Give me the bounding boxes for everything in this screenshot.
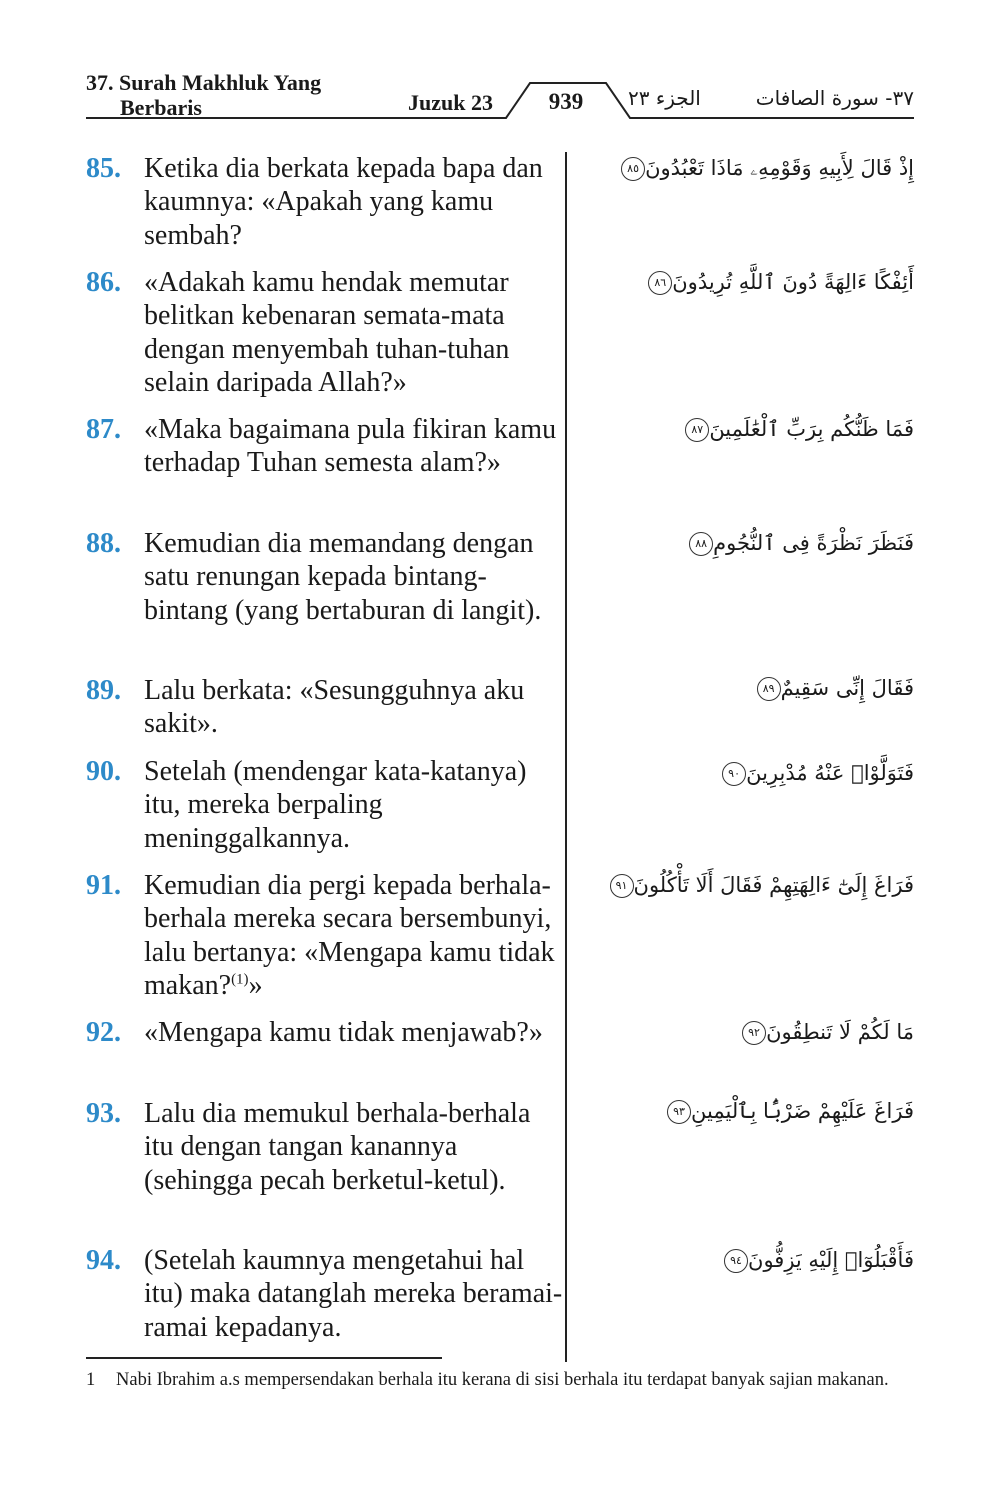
footnote-reference: (1) (231, 971, 249, 988)
verse-number: 92. (86, 1017, 121, 1048)
verse-text (144, 869, 566, 1002)
translation-verse-87 (86, 413, 566, 480)
arabic-verse-89 (594, 670, 914, 706)
page-number: 939 (548, 89, 584, 114)
arabic-text: فَمَا ظَنُّكُم بِرَبِّ ٱلْعَٰلَمِينَ (709, 417, 914, 441)
verse-number: 90. (86, 756, 121, 787)
arabic-verse-88 (594, 525, 914, 561)
ayah-number-marker: ٨٦ (648, 271, 672, 295)
ayah-number-marker: ٩٠ (722, 762, 746, 786)
ayah-number-marker: ٩٤ (724, 1249, 748, 1273)
arabic-verse-85 (594, 150, 914, 186)
juz-label-latin: Juzuk 23 (408, 90, 493, 115)
translation-verse-85 (86, 152, 566, 252)
translation-verse-91 (86, 869, 566, 1002)
surah-title-line2: Berbaris (120, 95, 202, 120)
footnote (86, 1368, 916, 1393)
verse-number: 86. (86, 267, 121, 298)
verse-number: 88. (86, 528, 121, 559)
verse-number: 93. (86, 1098, 121, 1129)
verse-number: 89. (86, 675, 121, 706)
verse-text: Setelah (mendengar kata-katanya) itu, mereka berpaling meninggalkannya. (144, 756, 527, 854)
verse-text: (Setelah kaumnya mengetahui hal itu) maka datanglah mereka beramai-ramai kepadanya. (144, 1245, 563, 1343)
translation-verse-90 (86, 755, 566, 855)
verse-text-closing: » (248, 969, 263, 1001)
arabic-verse-87 (594, 411, 914, 447)
ayah-number-marker: ٨٩ (757, 677, 781, 701)
verse-text: «Maka bagaimana pula fikiran kamu terhadap Tuhan semesta alam?» (144, 414, 557, 479)
arabic-text: فَنَظَرَ نَظْرَةً فِى ٱلنُّجُومِ (713, 531, 914, 555)
surah-title-latin (86, 70, 321, 120)
footnote-number: 1 (86, 1370, 96, 1390)
translation-verse-92 (86, 1016, 566, 1049)
ayah-number-marker: ٨٨ (689, 532, 713, 556)
surah-title-arabic: ٣٧- سورة الصافات (755, 86, 914, 110)
arabic-verse-91 (594, 867, 914, 903)
arabic-text: أَئِفْكًا ءَالِهَةً دُونَ ٱللَّهِ تُرِيدُونَ (672, 270, 914, 294)
arabic-text: فَرَاغَ إِلَىٰٓ ءَالِهَتِهِمْ فَقَالَ أَلَا تَأْكُلُونَ (633, 873, 914, 897)
arabic-text: إِذْ قَالَ لِأَبِيهِ وَقَوْمِهِۦ مَاذَا تَعْبُدُونَ (645, 156, 914, 180)
verse-text-main: Kemudian dia pergi kepada berhala-berhala mereka secara bersembunyi, lalu bertanya: «Mengapa kamu tidak makan? (144, 870, 555, 1001)
translation-verse-94 (86, 1244, 566, 1344)
footnote-text: Nabi Ibrahim a.s mempersendakan berhala itu kerana di sisi berhala itu terdapat banyak sajian makanan. (116, 1370, 889, 1390)
verse-text: Kemudian dia memandang dengan satu renungan kepada bintang-bintang (yang bertaburan di langit). (144, 528, 542, 626)
verse-text: «Mengapa kamu tidak menjawab?» (144, 1017, 543, 1048)
ayah-number-marker: ٨٥ (621, 157, 645, 181)
arabic-text: فَتَوَلَّوْا۟ عَنْهُ مُدْبِرِينَ (746, 761, 914, 785)
verse-number: 94. (86, 1245, 121, 1276)
verse-text: Lalu dia memukul berhala-berhala itu dengan tangan kanannya (sehingga pecah berketul-ketul). (144, 1098, 531, 1196)
verse-number: 87. (86, 414, 121, 445)
arabic-verse-94 (594, 1242, 914, 1278)
translation-verse-93 (86, 1097, 566, 1197)
ayah-number-marker: ٩١ (610, 874, 634, 898)
verse-number: 91. (86, 870, 121, 901)
footnote-rule (86, 1357, 442, 1359)
juz-label-arabic: الجزء ٢٣ (628, 86, 701, 110)
translation-verse-86 (86, 266, 566, 399)
translation-verse-89 (86, 674, 566, 741)
arabic-text: فَقَالَ إِنِّى سَقِيمٌ (780, 676, 914, 700)
verse-text: «Adakah kamu hendak memutar belitkan kebenaran semata-mata dengan menyembah tuhan-tuhan selain daripada Allah?» (144, 267, 510, 398)
ayah-number-marker: ٩٣ (667, 1100, 691, 1124)
surah-title-line1: 37. Surah Makhluk Yang (86, 70, 322, 95)
verse-text: Lalu berkata: «Sesungguhnya aku sakit». (144, 675, 525, 740)
arabic-verse-90 (594, 755, 914, 791)
arabic-text: مَا لَكُمْ لَا تَنطِقُونَ (766, 1020, 914, 1044)
arabic-text: فَرَاغَ عَلَيْهِمْ ضَرْبًۢا بِٱلْيَمِينِ (691, 1099, 914, 1123)
arabic-verse-93 (594, 1093, 914, 1129)
verse-text: Ketika dia berkata kepada bapa dan kaumnya: «Apakah yang kamu sembah? (144, 153, 543, 251)
translation-verse-88 (86, 527, 566, 627)
ayah-number-marker: ٨٧ (685, 418, 709, 442)
ayah-number-marker: ٩٢ (742, 1021, 766, 1045)
arabic-verse-86 (594, 264, 914, 300)
arabic-text: فَأَقْبَلُوٓا۟ إِلَيْهِ يَزِفُّونَ (748, 1248, 914, 1272)
verse-number: 85. (86, 153, 121, 184)
arabic-verse-92 (594, 1014, 914, 1050)
